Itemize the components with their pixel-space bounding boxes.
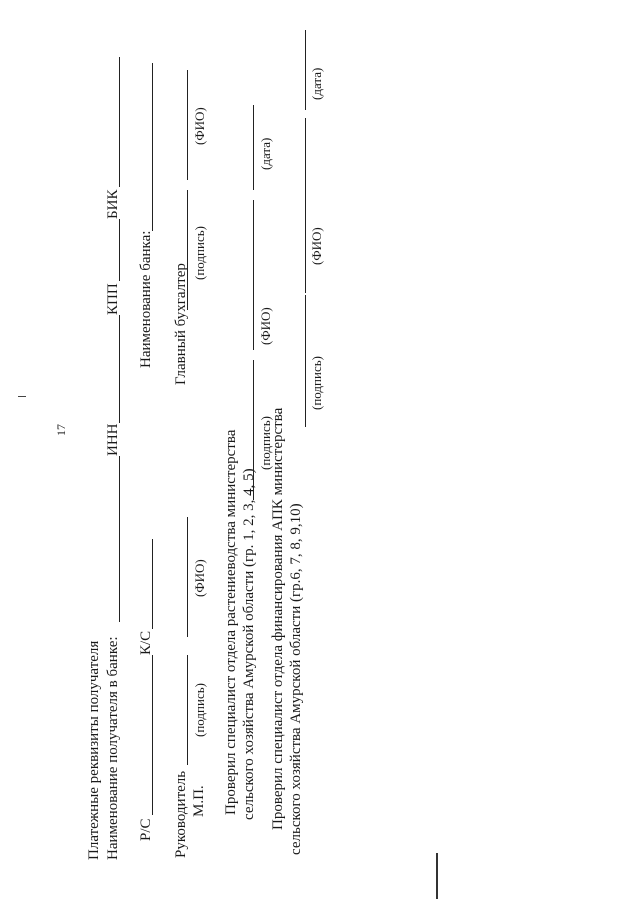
inn-line — [119, 315, 120, 423]
check2-fio-line — [305, 118, 306, 293]
stamp-label: М.П. — [191, 785, 207, 817]
chief-accountant-title: Главный бухгалтер — [173, 263, 189, 385]
kpp-line — [119, 219, 120, 281]
check1-signature-line — [253, 360, 254, 500]
ks-label: К/С — [138, 630, 154, 655]
check1-date-line — [253, 105, 254, 190]
accountant-signature-line — [187, 190, 188, 310]
check2-fio-caption: (ФИО) — [309, 227, 324, 265]
payment-details-heading: Платежные реквизиты получателя — [86, 640, 102, 860]
check1-date-caption: (дата) — [258, 137, 273, 170]
accountant-signature-caption: (подпись) — [192, 226, 207, 280]
head-fio-line — [187, 517, 188, 637]
scan-dot-mark — [18, 396, 26, 397]
page-number: 17 — [54, 424, 68, 436]
rs-line — [152, 655, 153, 815]
check1-line1: Проверил специалист отдела растениеводства министерства — [223, 429, 239, 815]
inn-label: ИНН — [105, 423, 121, 456]
check2-date-caption: (дата) — [309, 67, 324, 100]
rs-label: Р/С — [138, 818, 154, 841]
head-title: Руководитель — [173, 770, 189, 858]
check1-fio-line — [253, 200, 254, 350]
check2-signature-line — [305, 295, 306, 427]
head-fio-caption: (ФИО) — [192, 559, 207, 597]
check2-signature-caption: (подпись) — [309, 356, 324, 410]
check1-line2: сельского хозяйства Амурской области (гр. 1, 2, 3, 4, 5) — [241, 468, 257, 820]
check1-signature-caption: (подпись) — [258, 416, 273, 470]
ks-line — [152, 539, 153, 629]
head-signature-caption: (подпись) — [192, 683, 207, 737]
bik-label: БИК — [105, 189, 121, 219]
bik-line — [119, 57, 120, 187]
scan-edge-mark — [436, 853, 438, 899]
recipient-bank-name-line — [119, 456, 120, 622]
recipient-bank-name-label: Наименование получателя в банке: — [105, 636, 121, 860]
bank-name-line — [152, 63, 153, 231]
check2-line2: сельского хозяйства Амурской области (гр.6, 7, 8, 9,10) — [288, 503, 304, 855]
check2-date-line — [305, 30, 306, 110]
kpp-label: КПП — [105, 283, 121, 315]
check1-fio-caption: (ФИО) — [258, 307, 273, 345]
bank-name-label: Наименование банка: — [138, 230, 154, 368]
head-signature-line — [187, 655, 188, 765]
accountant-fio-caption: (ФИО) — [192, 107, 207, 145]
accountant-fio-line — [187, 70, 188, 180]
check2-line1: Проверил специалист отдела финансирования АПК министерства — [270, 407, 286, 830]
